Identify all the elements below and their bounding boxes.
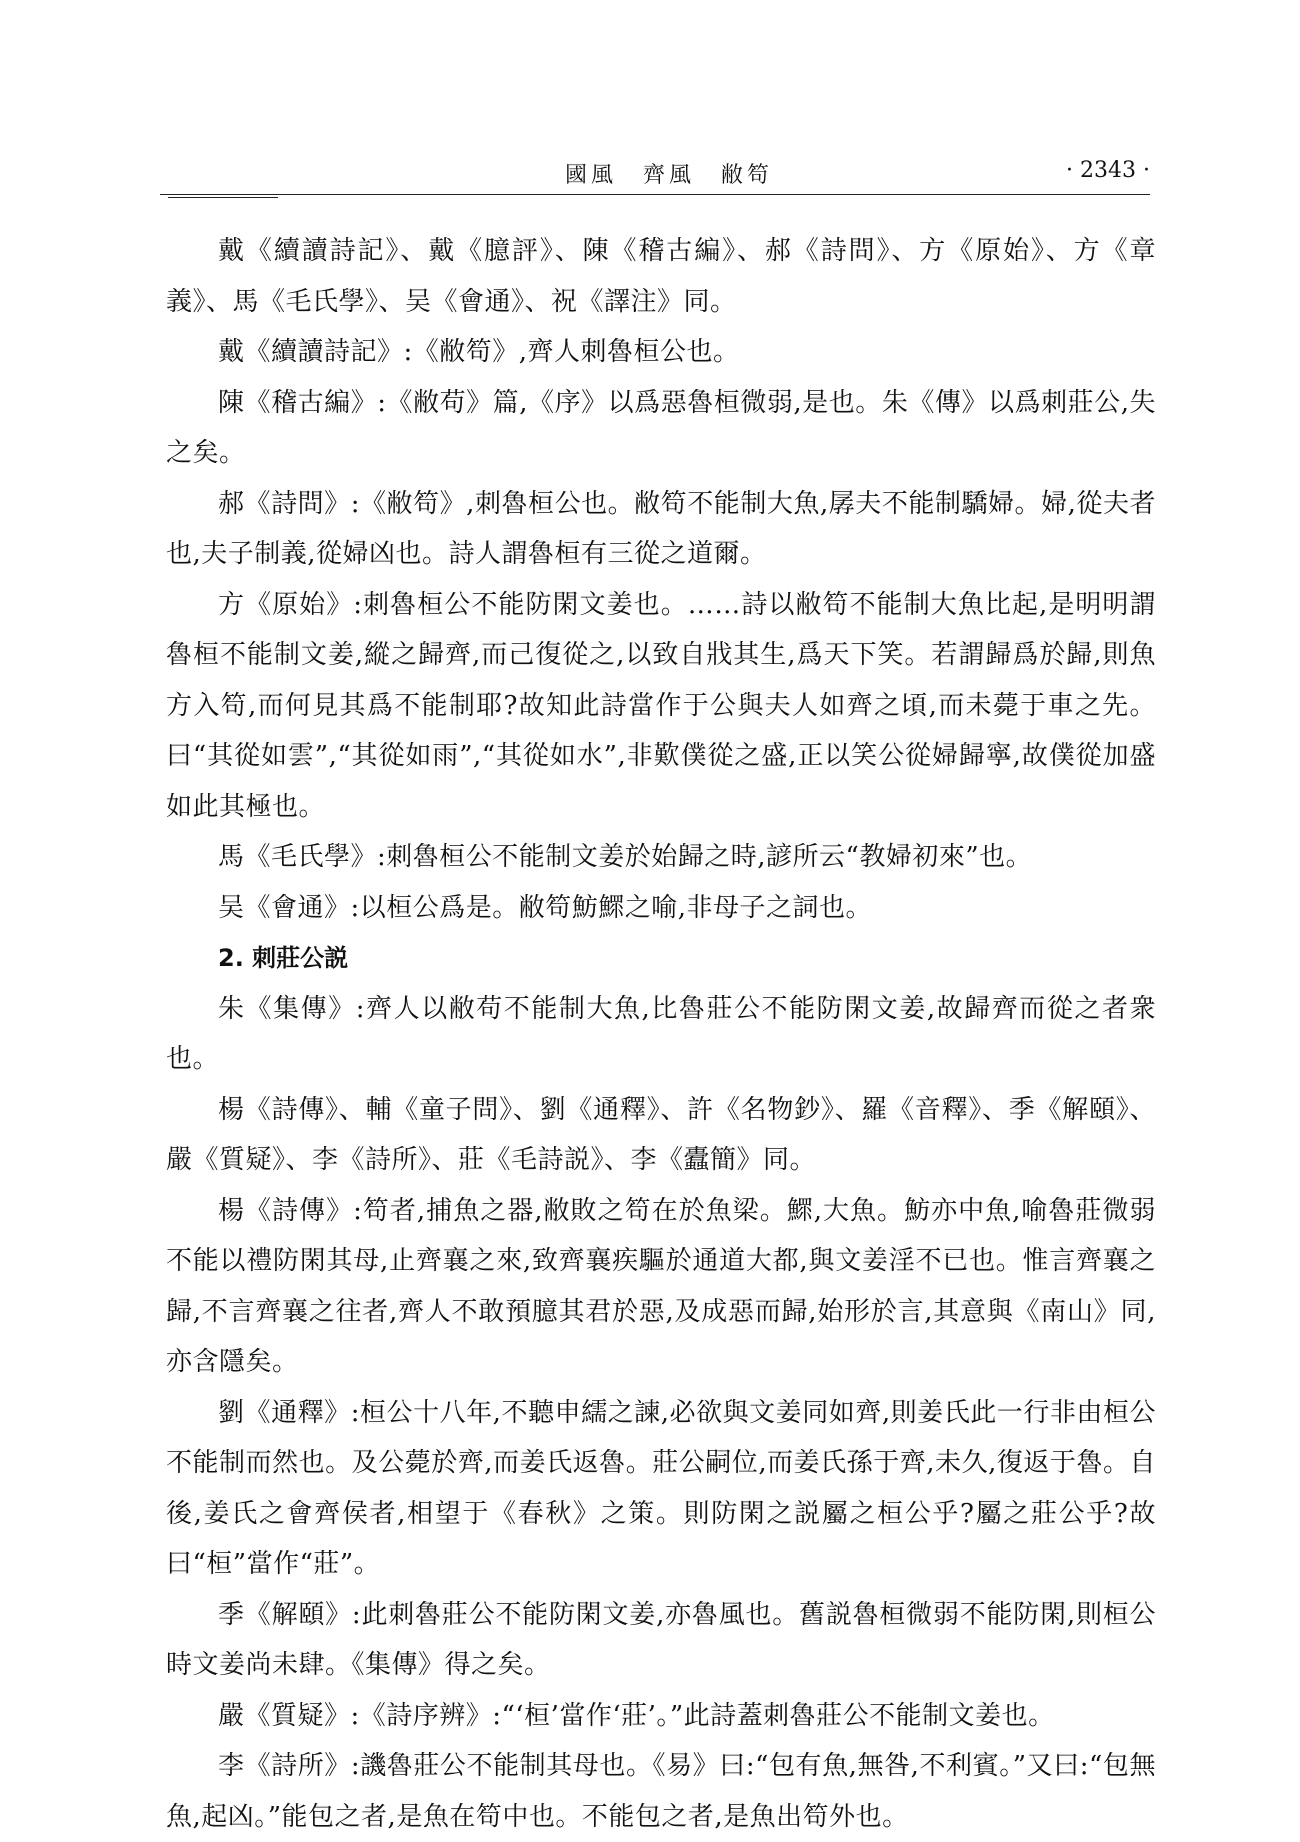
paragraph: 嚴《質疑》:《詩序辨》:“‘桓’當作‘莊’。”此詩蓋刺魯莊公不能制文姜也。 (218, 1700, 1055, 1731)
paragraph: 戴《續讀詩記》、戴《臆評》、陳《稽古編》、郝《詩問》、方《原始》、方《章義》、馬《毛氏學》、吴《會通》、祝《譯注》同。 (166, 236, 1156, 317)
page-number: · 2343 · (1066, 158, 1150, 183)
paragraph: 朱《集傳》:齊人以敝苟不能制大魚,比魯莊公不能防閑文姜,故歸齊而從之者衆也。 (166, 993, 1156, 1074)
paragraph: 陳《稽古編》:《敝苟》篇,《序》以爲惡魯桓微弱,是也。朱《傳》以爲刺莊公,失之矣。 (166, 387, 1156, 468)
paragraph: 季《解頤》:此刺魯莊公不能防閑文姜,亦魯風也。舊説魯桓微弱不能防閑,則桓公時文姜尚未肆。《集傳》得之矣。 (166, 1599, 1156, 1680)
paragraph: 郝《詩問》:《敝笱》,刺魯桓公也。敝笱不能制大魚,孱夫不能制驕婦。婦,從夫者也,夫子制義,從婦凶也。詩人謂魯桓有三從之道爾。 (166, 488, 1156, 569)
paragraph: 劉《通釋》:桓公十八年,不聽申繻之諫,必欲與文姜同如齊,則姜氏此一行非由桓公不能制而然也。及公薨於齊,而姜氏返魯。莊公嗣位,而姜氏孫于齊,未久,復返于魯。自後,姜氏之會齊侯者,相望于《春秋》之策。則防閑之説屬之桓公乎?屬之莊公乎?故曰“桓”當作“莊”。 (166, 1397, 1156, 1579)
paragraph: 吴《會通》:以桓公爲是。敝笱魴鰥之喻,非母子之詞也。 (218, 892, 873, 923)
running-title: 國風 齊風 敝笱 (565, 163, 774, 188)
body-text (166, 226, 1156, 1842)
running-header (160, 158, 1150, 194)
header-rule (160, 194, 1150, 195)
paragraph: 方《原始》:刺魯桓公不能防閑文姜也。……詩以敝笱不能制大魚比起,是明明謂魯桓不能制文姜,縱之歸齊,而己復從之,以致自戕其生,爲天下笑。若謂歸爲於歸,則魚方入笱,而何見其爲不能制耶?故知此詩當作于公與夫人如齊之頃,而未薨于車之先。曰“其從如雲”,“其從如雨”,“其從如水”,非歎僕從之盛,正以笑公從婦歸寧,故僕從加盛如此其極也。 (166, 589, 1156, 822)
paragraph: 馬《毛氏學》:刺魯桓公不能制文姜於始歸之時,諺所云“教婦初來”也。 (218, 842, 1033, 872)
section-heading: 2. 刺莊公説 (218, 944, 349, 972)
paragraph: 李《詩所》:譏魯莊公不能制其母也。《易》曰:“包有魚,無咎,不利賓。”又曰:“包無魚,起凶。”能包之者,是魚在笱中也。不能包之者,是魚出笱外也。 (166, 1751, 1156, 1832)
paragraph: 楊《詩傳》:笱者,捕魚之器,敝敗之笱在於魚梁。鰥,大魚。魴亦中魚,喻魯莊微弱不能以禮防閑其母,止齊襄之來,致齊襄疾驅於通道大都,與文姜淫不已也。惟言齊襄之歸,不言齊襄之往者,齊人不敢預臆其君於惡,及成惡而歸,始形於言,其意與《南山》同,亦含隱矣。 (166, 1195, 1156, 1377)
header-rule-accent (168, 197, 278, 198)
paragraph: 戴《續讀詩記》:《敝笱》,齊人刺魯桓公也。 (218, 337, 740, 367)
paragraph: 楊《詩傳》、輔《童子問》、劉《通釋》、許《名物鈔》、羅《音釋》、季《解頤》、嚴《質疑》、李《詩所》、莊《毛詩説》、李《蠹簡》同。 (166, 1094, 1156, 1175)
